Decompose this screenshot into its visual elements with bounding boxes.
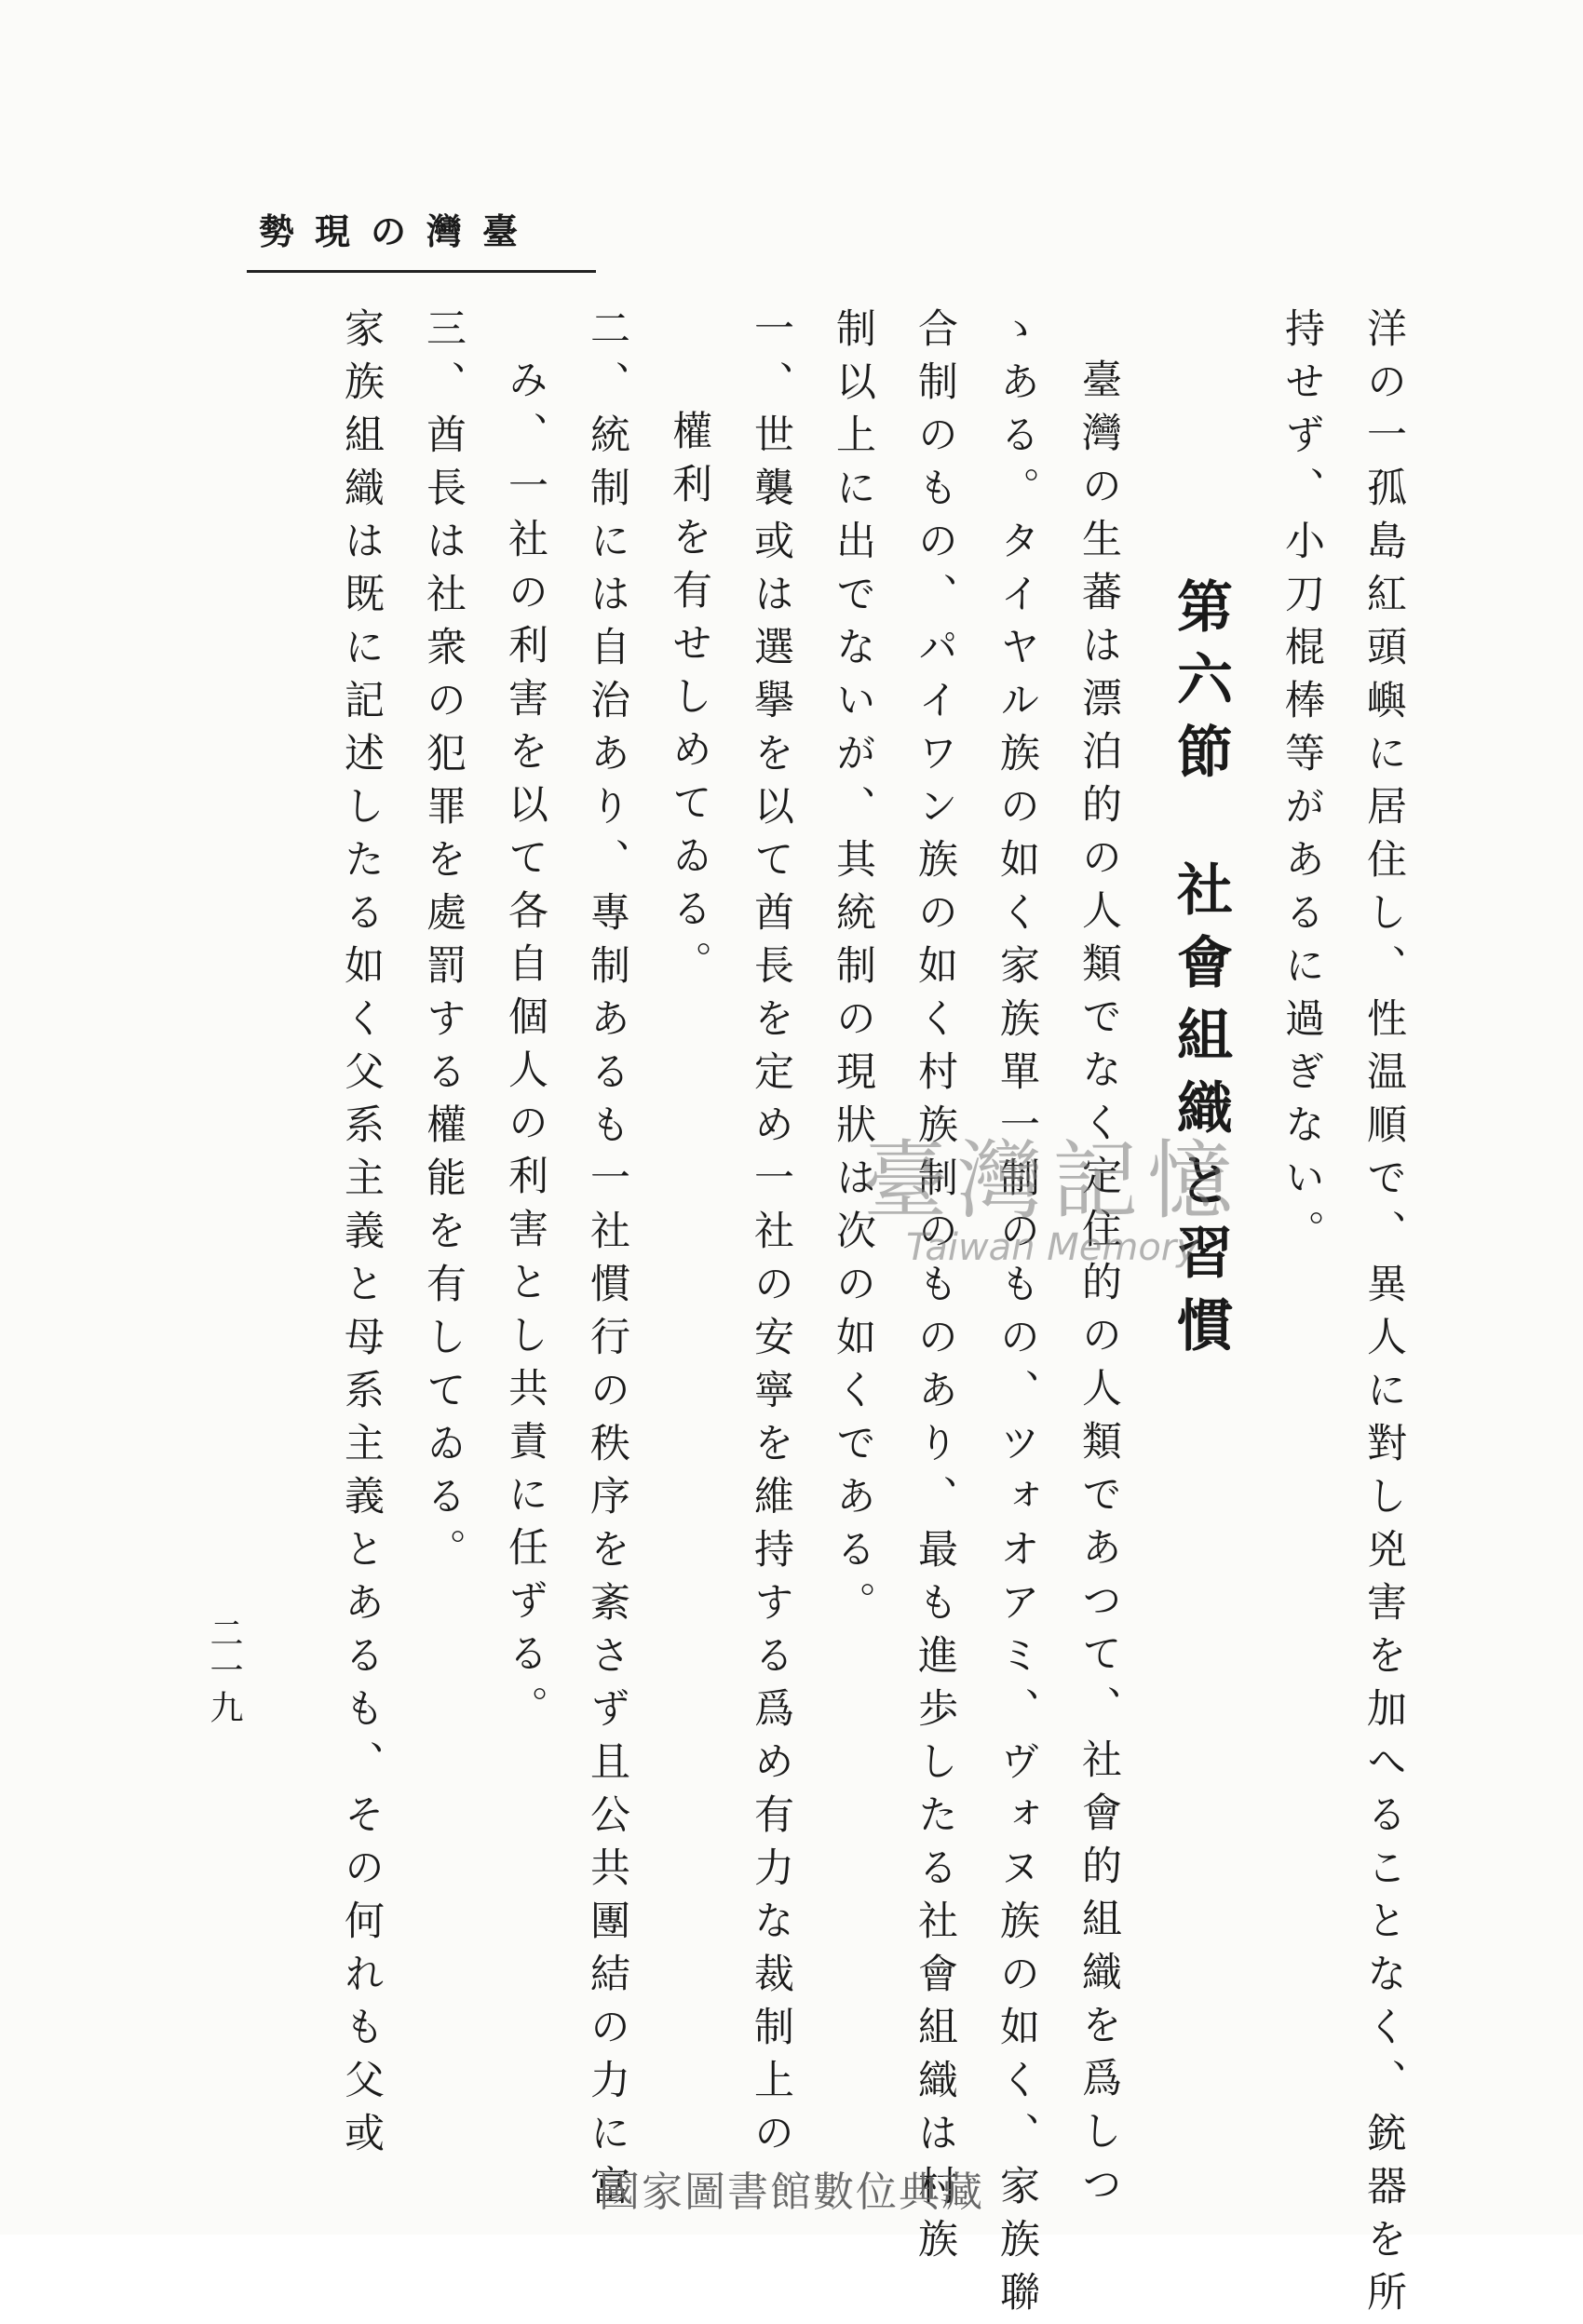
list-item-text: 三、酋長は社衆の犯罪を處罰する權能を有してゐる。 xyxy=(420,307,467,1581)
list-item-text: み、一社の利害を以て各自個人の利害とし共責に任ずる。 xyxy=(502,358,548,1738)
text-column: 合制のもの、パイワン族の如く村族制のものあり、最も進歩したる社會組織は村族 xyxy=(912,307,958,2271)
text-column: ゝある。タイヤル族の如く家族單一制のもの、ツォオアミ、ヴォヌ族の如く、家族聯 xyxy=(994,307,1040,2324)
page-number: 二一九 xyxy=(205,1615,243,1727)
text-column: 持せず、小刀棍棒等があるに過ぎない。 xyxy=(1279,307,1325,1263)
watermark-english: Taiwan Memory xyxy=(906,1226,1198,1269)
list-item-text: 權利を有せしめてゐる。 xyxy=(666,410,712,993)
list-item-text: 二、統制には自治あり、專制あるも一社慣行の秩序を紊さず且公共團結の力に富 xyxy=(584,307,630,2218)
footer-collection-label: 國家圖書館數位典藏 xyxy=(599,2169,984,2216)
running-header: 臺灣の現勢 xyxy=(258,210,538,252)
watermark-chinese: 臺灣記憶 xyxy=(861,1131,1242,1231)
header-rule xyxy=(247,270,596,273)
text-column: 洋の一孤島紅頭嶼に居住し、性温順で、異人に對し兇害を加へることなく、銃器を所 xyxy=(1360,307,1407,2324)
text-column: 臺灣の生蕃は漂泊的の人類でなく定住的の人類であつて、社會的組織を爲しつ xyxy=(1076,358,1122,2216)
section-title: 社會組織と習慣 xyxy=(1168,860,1233,1369)
text-column: 家族組織は既に記述したる如く父系主義と母系主義とあるも、その何れも父或 xyxy=(338,307,385,2165)
section-heading xyxy=(1140,307,1261,2123)
section-number: 第六節 xyxy=(1168,577,1233,795)
text-column: 制以上に出でないが、其統制の現狀は次の如くである。 xyxy=(830,307,876,1634)
list-item-text: 一、世襲或は選擧を以て酋長を定め一社の安寧を維持する爲め有力な裁制上の xyxy=(748,307,794,2165)
